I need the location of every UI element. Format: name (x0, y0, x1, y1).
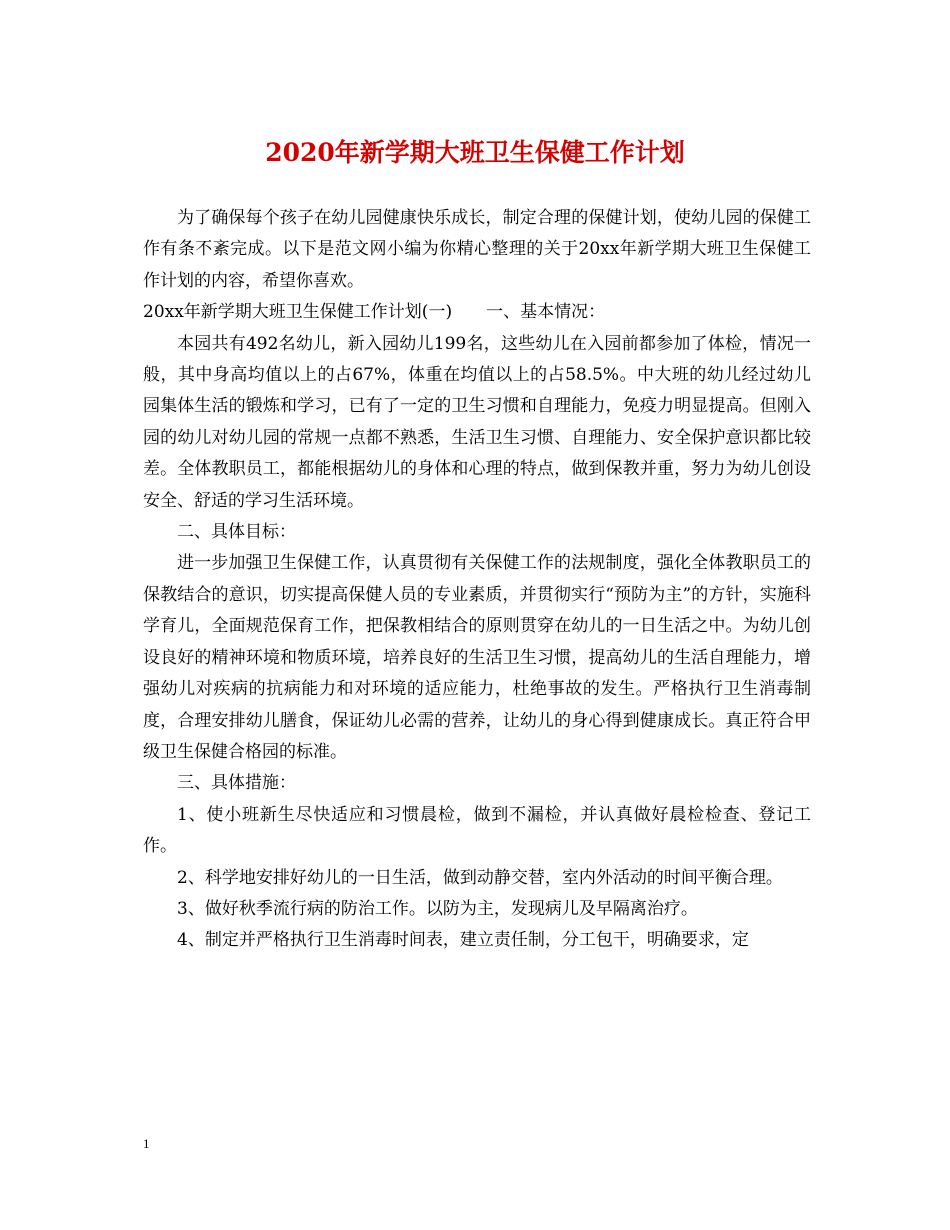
section-heading-measures: 三、具体措施： (177, 773, 296, 794)
section-heading-goals: 二、具体目标： (177, 522, 296, 543)
measure-item: 2、科学地安排好幼儿的一日生活，做到动静交替，室内外活动的时间平衡合理。 (177, 867, 783, 888)
paragraph-goals: 进一步加强卫生保健工作，认真贯彻有关保健工作的法规制度，强化全体教职员工的保教结合的意识，切实提高保健人员的专业素质，并贯彻实行“预防为主”的方针，实施科学育儿，全面规范保育工作，把保教相结合的原则贯穿在幼儿的一日生活之中。为幼儿创设良好的精神环境和物质环境，培养良好的生活卫生习惯，提高幼儿的生活自理能力，增强幼儿对疾病的抗病能力和对环境的适应能力，杜绝事故的发生。严格执行卫生消毒制度，合理安排幼儿膳食，保证幼儿必需的营养，让幼儿的身心得到健康成长。真正符合甲级卫生保健合格园的标准。 (143, 553, 811, 762)
paragraph-plan-heading: 20xx年新学期大班卫生保健工作计划(一) 一、基本情况： (143, 302, 606, 323)
measure-item: 1、使小班新生尽快适应和习惯晨检，做到不漏检，并认真做好晨检检查、登记工作。 (143, 804, 811, 857)
page-number: 1 (143, 1136, 150, 1151)
measure-item: 3、做好秋季流行病的防治工作。以防为主，发现病儿及早隔离治疗。 (177, 898, 698, 919)
paragraph-basic-situation: 本园共有492名幼儿，新入园幼儿199名，这些幼儿在入园前都参加了体检，情况一般，其中身高均值以上的占67%，体重在均值以上的占58.5%。中大班的幼儿经过幼儿园集体生活的锻炼和学习，已有了一定的卫生习惯和自理能力，免疫力明显提高。但刚入园的幼儿对幼儿园的常规一点都不熟悉，生活卫生习惯、自理能力、安全保护意识都比较差。全体教职员工，都能根据幼儿的身体和心理的特点，做到保教并重，努力为幼儿创设安全、舒适的学习生活环境。 (143, 333, 811, 511)
measure-item: 4、制定并严格执行卫生消毒时间表，建立责任制，分工包干，明确要求，定 (177, 930, 749, 951)
document-body (143, 203, 811, 957)
document-title: 2020年新学期大班卫生保健工作计划 (265, 138, 685, 167)
paragraph-intro: 为了确保每个孩子在幼儿园健康快乐成长，制定合理的保健计划，使幼儿园的保健工作有条不紊完成。以下是范文网小编为你精心整理的关于20xx年新学期大班卫生保健工作计划的内容，希望你喜欢。 (143, 208, 811, 291)
